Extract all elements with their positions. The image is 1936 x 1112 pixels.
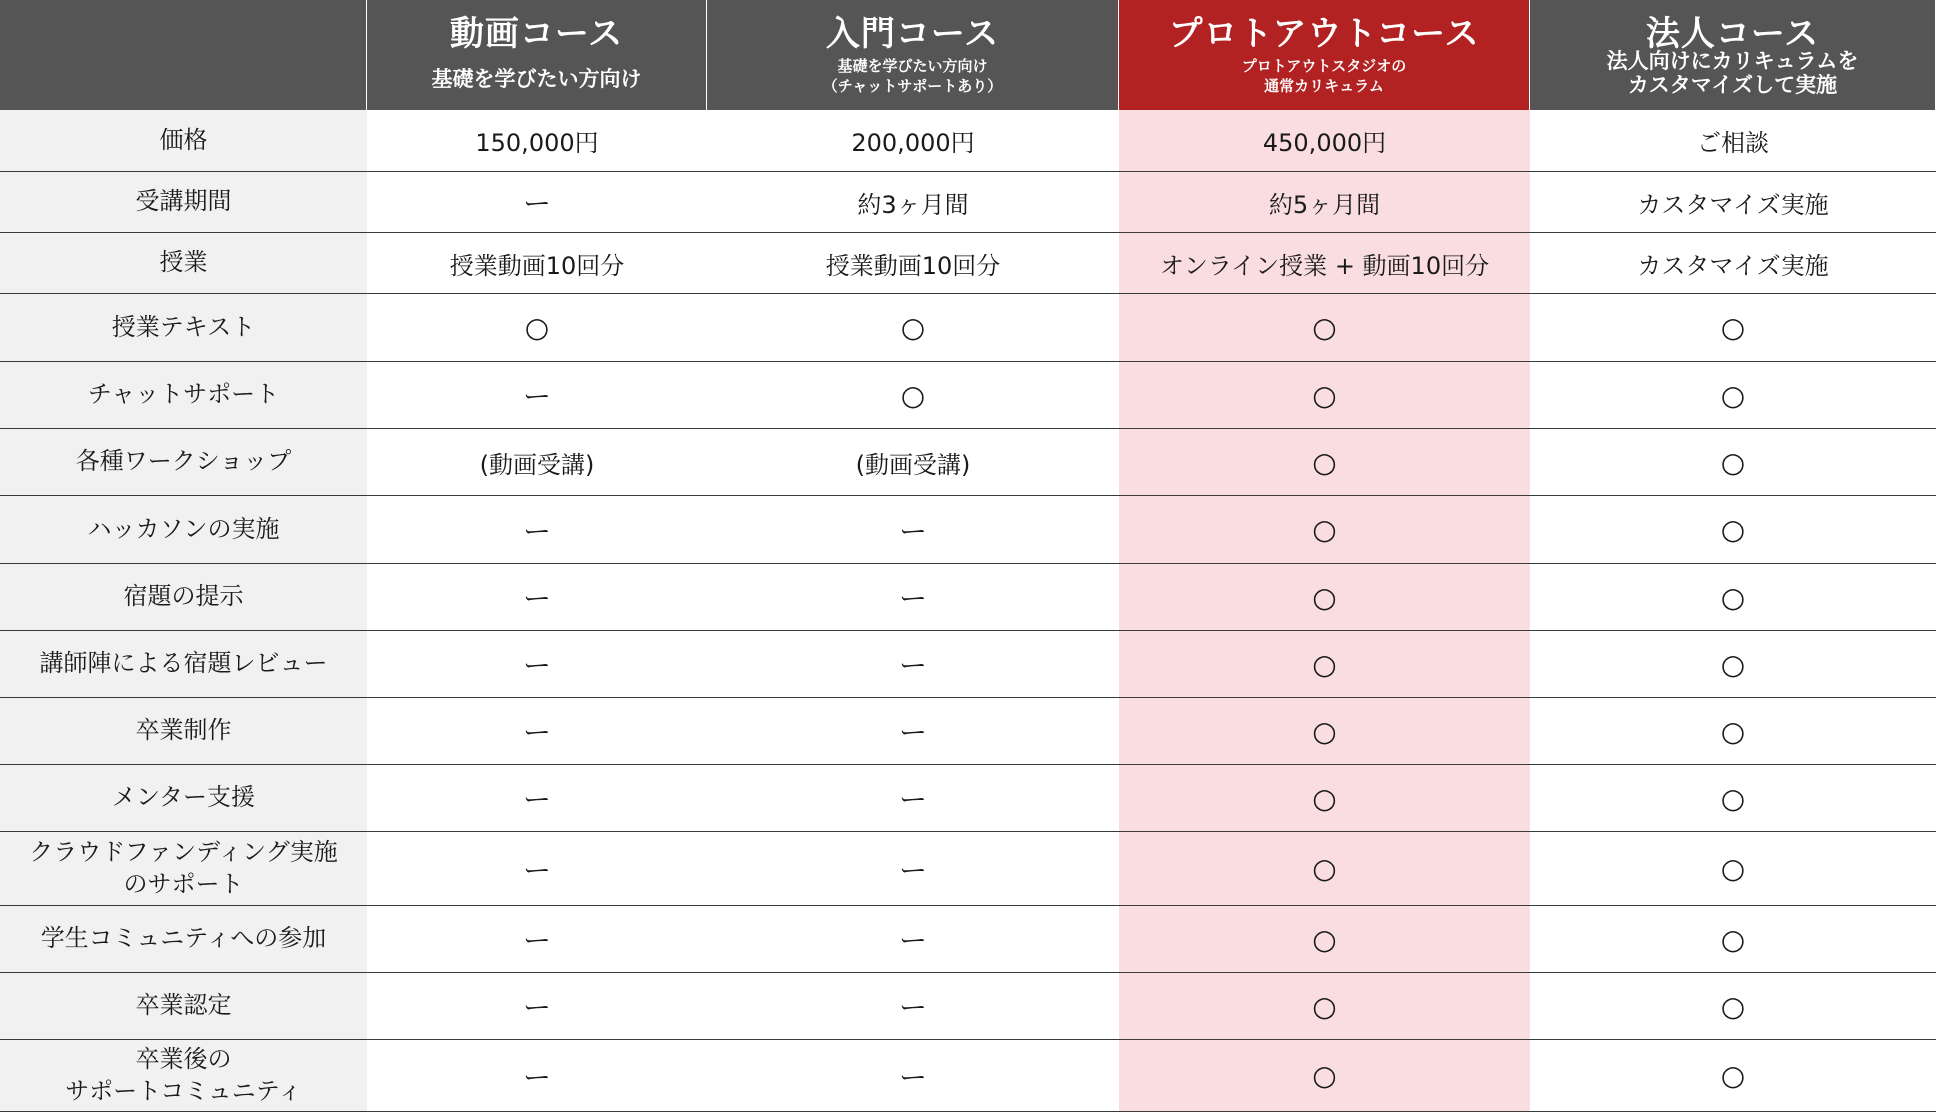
column-subtitle-line: 法人向けにカリキュラムを: [1606, 49, 1859, 73]
table-row: [0, 294, 1936, 362]
table-cell: [1530, 362, 1936, 428]
circle-mark: ○: [1312, 852, 1337, 885]
row-label-text: [76, 446, 292, 477]
table-cell: [707, 294, 1119, 361]
dash-mark: ー: [522, 187, 551, 220]
row-label-text: [160, 125, 208, 156]
table-cell: [367, 698, 707, 764]
circle-mark: ○: [1312, 647, 1337, 681]
dash-mark: ー: [898, 582, 927, 615]
dash-mark: ー: [898, 716, 927, 749]
circle-mark: ○: [1312, 714, 1337, 748]
table-cell: [1119, 832, 1530, 905]
row-label-line: 宿題の提示: [123, 582, 244, 611]
row-label-line: 各種ワークショップ: [75, 447, 292, 476]
column-subtitle-line: 基礎を学びたい方向け: [431, 67, 642, 91]
row-label: [0, 233, 367, 293]
table-row: [0, 832, 1936, 906]
column-header: [1530, 0, 1936, 110]
table-cell: [707, 698, 1119, 764]
column-subtitle-line: 基礎を学びたい方向け: [837, 57, 988, 75]
table-cell: [1530, 429, 1936, 495]
circle-mark: ○: [900, 311, 926, 344]
cell-value: 約5ヶ月間: [1268, 190, 1381, 219]
dash-mark: ー: [522, 924, 551, 957]
row-label-text: [136, 990, 232, 1021]
table-cell: [1119, 564, 1530, 630]
table-cell: [367, 832, 707, 905]
table-cell: [1530, 631, 1936, 697]
circle-mark: ○: [1720, 714, 1746, 748]
row-label: [0, 110, 367, 171]
row-label-text: [88, 514, 280, 545]
column-subtitle-line: プロトアウトスタジオの: [1241, 57, 1407, 75]
table-cell: [367, 233, 707, 293]
table-cell: [707, 429, 1119, 495]
row-label: [0, 698, 367, 764]
table-row: [0, 906, 1936, 973]
row-label-line: のサポート: [123, 869, 244, 898]
dash-mark: ー: [522, 582, 551, 615]
row-label-line: 学生コミュニティへの参加: [40, 924, 327, 953]
cell-value: カスタマイズ実施: [1637, 190, 1829, 219]
column-header: [1119, 0, 1530, 110]
table-cell: [1119, 765, 1530, 831]
table-cell: [367, 172, 707, 232]
row-label: [0, 172, 367, 232]
row-label-text: [112, 312, 256, 343]
table-cell: [707, 362, 1119, 428]
circle-mark: ○: [900, 378, 926, 412]
row-label-line: 授業テキスト: [111, 312, 256, 341]
cell-value: (動画受講): [479, 450, 595, 479]
circle-mark: ○: [1720, 580, 1746, 614]
row-label-line: クラウドファンディング実施: [29, 838, 338, 867]
table-cell: [1119, 110, 1530, 171]
table-cell: [367, 631, 707, 697]
row-label: [0, 294, 367, 361]
row-label-line: メンター支援: [111, 783, 256, 812]
circle-mark: ○: [1312, 989, 1337, 1023]
circle-mark: ○: [1720, 852, 1746, 885]
row-label-line: 価格: [159, 125, 208, 154]
cell-value: 150,000円: [475, 129, 599, 157]
table-cell: [1530, 233, 1936, 293]
table-cell: [367, 906, 707, 972]
row-label: [0, 973, 367, 1039]
header-corner: [0, 0, 367, 110]
column-subtitle: [1119, 56, 1529, 97]
row-label: [0, 765, 367, 831]
table-cell: [1530, 698, 1936, 764]
row-label-text: [65, 1044, 302, 1106]
cell-value: (動画受講): [855, 450, 971, 479]
dash-mark: ー: [522, 1060, 551, 1094]
table-cell: [707, 631, 1119, 697]
table-cell: [707, 832, 1119, 905]
table-row: [0, 233, 1936, 294]
circle-mark: ○: [1720, 513, 1746, 546]
table-cell: [707, 496, 1119, 563]
cell-value: 450,000円: [1262, 129, 1387, 157]
table-cell: [1530, 110, 1936, 171]
table-cell: [707, 1040, 1119, 1111]
circle-mark: ○: [1720, 445, 1746, 479]
dash-mark: ー: [522, 514, 551, 548]
table-cell: [707, 233, 1119, 293]
table-cell: [1119, 172, 1530, 232]
circle-mark: ○: [1312, 1059, 1337, 1092]
circle-mark: ○: [1312, 311, 1337, 344]
table-cell: [707, 564, 1119, 630]
row-label-text: [88, 379, 279, 410]
table-cell: [1530, 765, 1936, 831]
table-cell: [1119, 294, 1530, 361]
table-cell: [1530, 496, 1936, 563]
circle-mark: ○: [1312, 781, 1337, 815]
dash-mark: ー: [522, 853, 551, 887]
column-subtitle-line: （チャットサポートあり）: [822, 77, 1003, 96]
column-subtitle-line: カスタマイズして実施: [1627, 72, 1838, 97]
table-cell: [1119, 973, 1530, 1039]
column-subtitle: [707, 56, 1118, 97]
cell-value: 授業動画10回分: [449, 251, 625, 280]
circle-mark: ○: [1312, 513, 1337, 546]
table-row: [0, 973, 1936, 1040]
circle-mark: ○: [524, 311, 550, 344]
table-row: [0, 496, 1936, 564]
cell-value: オンライン授業 + 動画10回分: [1159, 251, 1490, 280]
cell-value: 約3ヶ月間: [857, 190, 969, 219]
column-subtitle: [1530, 50, 1935, 97]
table-row: [0, 1040, 1936, 1112]
table-cell: [707, 110, 1119, 171]
row-label-text: [136, 186, 232, 217]
row-label-line: ハッカソンの実施: [87, 514, 280, 543]
table-cell: [707, 172, 1119, 232]
row-label-line: 卒業制作: [135, 716, 232, 745]
dash-mark: ー: [898, 924, 927, 957]
row-label: [0, 362, 367, 428]
row-label-text: [40, 648, 328, 679]
table-cell: [367, 1040, 707, 1111]
table-cell: [1119, 362, 1530, 428]
column-title: 法人コース: [1645, 14, 1820, 54]
row-label-line: チャットサポート: [87, 380, 280, 409]
table-cell: [707, 973, 1119, 1039]
circle-mark: ○: [1720, 647, 1746, 681]
row-label-line: 卒業認定: [135, 991, 232, 1020]
table-cell: [1530, 906, 1936, 972]
row-label: [0, 429, 367, 495]
circle-mark: ○: [1720, 311, 1746, 344]
circle-mark: ○: [1312, 580, 1337, 614]
circle-mark: ○: [1720, 781, 1746, 815]
circle-mark: ○: [1720, 922, 1746, 956]
column-subtitle: [367, 68, 706, 92]
table-cell: [1119, 496, 1530, 563]
dash-mark: ー: [522, 380, 551, 413]
table-row: [0, 564, 1936, 631]
dash-mark: ー: [522, 716, 551, 749]
circle-mark: ○: [1312, 378, 1337, 412]
row-label: [0, 564, 367, 630]
table-row: [0, 631, 1936, 698]
table-cell: [367, 564, 707, 630]
table-cell: [1119, 1040, 1530, 1111]
row-label: [0, 1040, 367, 1111]
table-cell: [367, 973, 707, 1039]
table-cell: [1530, 294, 1936, 361]
circle-mark: ○: [1720, 1059, 1746, 1092]
row-label-text: [29, 837, 337, 899]
row-label: [0, 496, 367, 563]
table-row: [0, 362, 1936, 429]
row-label-line: 講師陣による宿題レビュー: [39, 649, 328, 678]
cell-value: ご相談: [1697, 129, 1769, 157]
table-cell: [367, 294, 707, 361]
table-cell: [707, 765, 1119, 831]
column-title: プロトアウトコース: [1168, 14, 1480, 54]
column-header: [367, 0, 707, 110]
row-label-text: [124, 581, 244, 612]
table-cell: [1530, 1040, 1936, 1111]
row-label-line: サポートコミュニティ: [65, 1076, 302, 1105]
row-label: [0, 631, 367, 697]
cell-value: 200,000円: [851, 129, 975, 157]
dash-mark: ー: [898, 783, 927, 816]
cell-value: 授業動画10回分: [825, 251, 1001, 280]
table-row: [0, 765, 1936, 832]
cell-value: カスタマイズ実施: [1637, 251, 1829, 280]
table-row: [0, 110, 1936, 172]
table-row: [0, 429, 1936, 496]
dash-mark: ー: [898, 853, 927, 887]
table-row: [0, 172, 1936, 233]
dash-mark: ー: [522, 991, 551, 1024]
table-cell: [1119, 631, 1530, 697]
table-cell: [1530, 564, 1936, 630]
table-cell: [1119, 429, 1530, 495]
table-cell: [1119, 906, 1530, 972]
table-cell: [1530, 832, 1936, 905]
row-label-text: [41, 923, 327, 954]
table-cell: [367, 765, 707, 831]
dash-mark: ー: [522, 783, 551, 816]
dash-mark: ー: [898, 649, 927, 682]
circle-mark: ○: [1720, 378, 1746, 412]
dash-mark: ー: [522, 649, 551, 682]
dash-mark: ー: [898, 1060, 927, 1094]
row-label-line: 卒業後の: [135, 1045, 232, 1074]
dash-mark: ー: [898, 991, 927, 1024]
row-label-text: [112, 782, 255, 813]
table-cell: [367, 362, 707, 428]
table-row: [0, 698, 1936, 765]
column-subtitle-line: 通常カリキュラム: [1264, 77, 1384, 96]
circle-mark: ○: [1720, 989, 1746, 1023]
circle-mark: ○: [1312, 922, 1337, 956]
row-label: [0, 906, 367, 972]
table-cell: [1530, 172, 1936, 232]
row-label-line: 受講期間: [135, 187, 232, 216]
row-label: [0, 832, 367, 905]
row-label-text: [160, 247, 208, 278]
column-title: 動画コース: [449, 14, 624, 54]
table-cell: [367, 110, 707, 171]
column-title: 入門コース: [825, 14, 1000, 54]
table-cell: [707, 906, 1119, 972]
table-cell: [1530, 973, 1936, 1039]
row-label-text: [136, 715, 232, 746]
row-label-line: 授業: [159, 248, 208, 277]
column-header: [707, 0, 1119, 110]
table-cell: [367, 496, 707, 563]
table-cell: [1119, 698, 1530, 764]
circle-mark: ○: [1312, 445, 1337, 479]
dash-mark: ー: [898, 514, 927, 548]
table-cell: [1119, 233, 1530, 293]
table-cell: [367, 429, 707, 495]
